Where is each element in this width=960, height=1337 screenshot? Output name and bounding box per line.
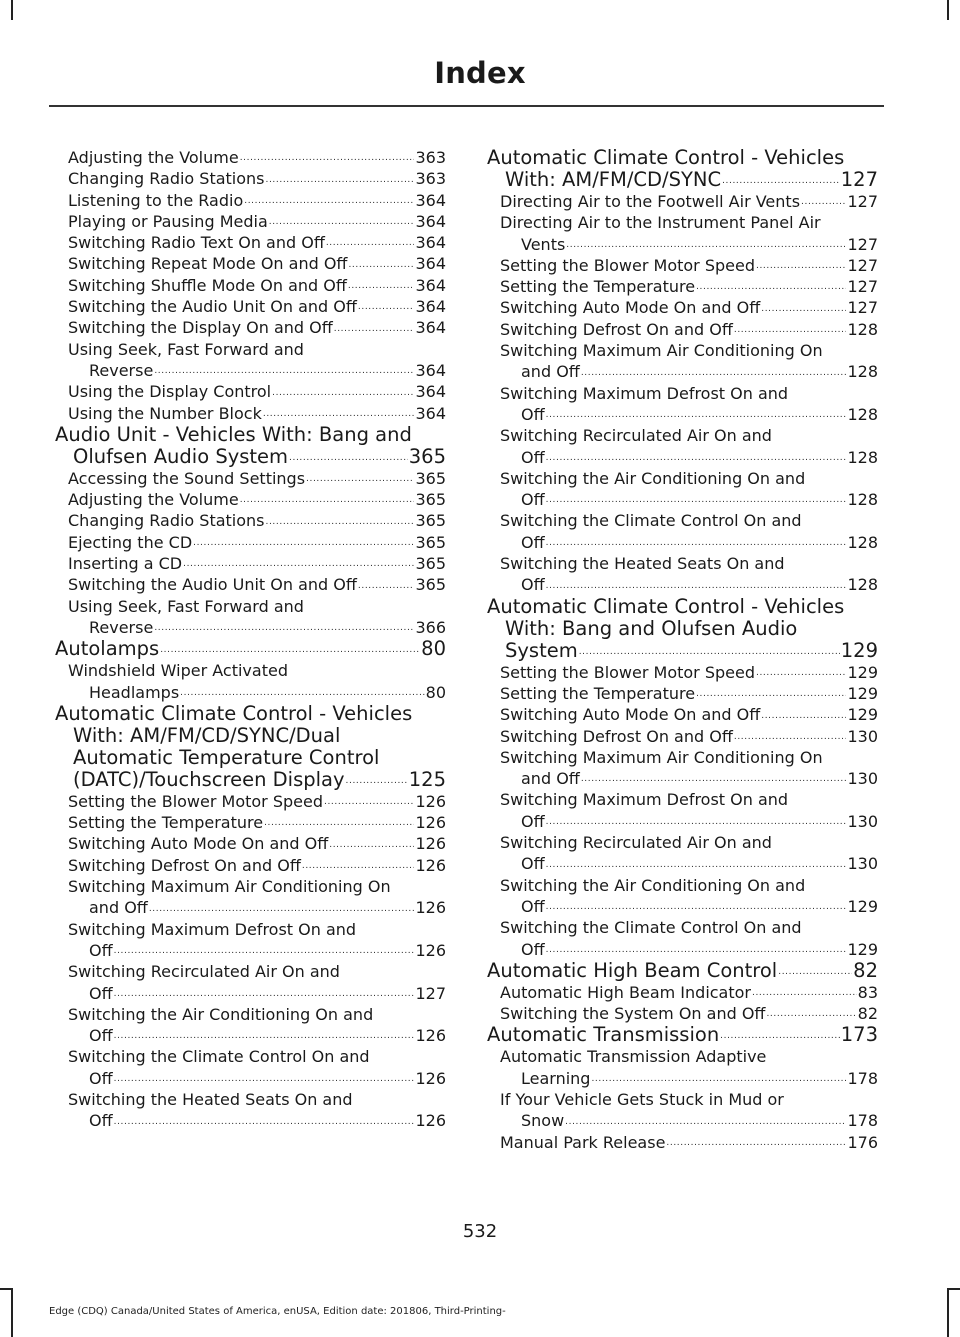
index-entry <box>487 1024 878 1046</box>
index-entry <box>55 638 446 660</box>
index-entry-page: 125 <box>408 767 446 791</box>
index-entry <box>55 532 446 553</box>
dot-leader <box>180 687 424 703</box>
index-entry-text: Switching the System On and Off <box>500 1004 766 1024</box>
index-entry-text: and Off <box>521 769 580 789</box>
index-entry <box>487 255 878 276</box>
index-entry-text: Changing Radio Stations <box>68 511 265 531</box>
index-entry-page: 130 <box>847 769 878 789</box>
index-entry-text: Reverse <box>89 360 154 380</box>
index-entry <box>55 961 446 1004</box>
index-entry <box>55 1004 446 1047</box>
dot-leader <box>114 1073 415 1089</box>
index-entry-page: 126 <box>415 1026 446 1046</box>
index-entry-page: 365 <box>408 444 446 468</box>
index-entry-text: Learning <box>521 1068 591 1088</box>
index-entry-text: Inserting a CD <box>68 554 183 574</box>
index-entry-text: Switching Recirculated Air On and <box>500 833 772 853</box>
index-entry <box>487 425 878 468</box>
index-entry <box>55 489 446 510</box>
index-entry-text: If Your Vehicle Gets Stuck in Mud or <box>500 1089 784 1109</box>
index-column-right <box>487 147 878 1153</box>
index-entry-text: Switching the Display On and Off <box>68 318 333 338</box>
index-entry-text: Off <box>521 532 545 552</box>
dot-leader <box>269 216 415 232</box>
dot-leader <box>696 688 846 704</box>
index-entry <box>487 1132 878 1153</box>
index-entry <box>55 1046 446 1089</box>
dot-leader <box>546 816 847 832</box>
index-entry <box>55 596 446 639</box>
index-entry-page: 80 <box>421 637 446 661</box>
index-entry-page: 127 <box>847 234 878 254</box>
index-entry <box>55 211 446 232</box>
index-entry-text: Switching Defrost On and Off <box>68 855 301 875</box>
index-entry-text: Switching the Heated Seats On and <box>68 1089 353 1109</box>
dot-leader <box>348 259 414 275</box>
index-entry-page: 129 <box>840 638 878 662</box>
index-entry-text: Snow <box>521 1111 565 1131</box>
index-entry-text: Using the Number Block <box>68 403 262 423</box>
index-entry <box>55 168 446 189</box>
index-entry-text: Switching the Climate Control On and <box>68 1047 370 1067</box>
dot-leader <box>302 860 415 876</box>
index-entry-text: Off <box>89 983 113 1003</box>
dot-leader <box>565 1116 846 1132</box>
index-entry-text: Setting the Blower Motor Speed <box>500 662 755 682</box>
index-entry-text: Switching Recirculated Air On and <box>68 962 340 982</box>
index-entry <box>487 276 878 297</box>
dot-leader <box>272 387 414 403</box>
index-entry-text: Using Seek, Fast Forward and <box>68 339 304 359</box>
page-number: 532 <box>462 1221 498 1242</box>
index-entry-text: Switching the Heated Seats On and <box>500 554 785 574</box>
dot-leader <box>752 987 857 1003</box>
dot-leader <box>766 1008 856 1024</box>
index-entry-text: Switching the Climate Control On and <box>500 918 802 938</box>
index-entry-text: Off <box>521 854 545 874</box>
index-entry <box>487 683 878 704</box>
index-entry-text: Automatic High Beam Control <box>487 958 778 982</box>
dot-leader <box>326 237 415 253</box>
dot-leader <box>263 408 415 424</box>
dot-leader <box>244 195 414 211</box>
index-entry-text: Switching Radio Text On and Off <box>68 233 325 253</box>
index-entry-text: Switching Auto Mode On and Off <box>500 298 761 318</box>
dot-leader <box>591 1073 846 1089</box>
index-entry-text: Directing Air to the Footwell Air Vents <box>500 192 801 211</box>
dot-leader <box>114 1030 415 1046</box>
index-entry <box>55 381 446 402</box>
index-entry <box>55 253 446 274</box>
dot-leader <box>264 817 414 833</box>
index-entry-text: System <box>505 638 578 662</box>
index-entry-page: 126 <box>415 898 446 918</box>
index-entry-text: Manual Park Release <box>500 1132 666 1152</box>
dot-leader <box>566 239 846 255</box>
index-entry-page: 82 <box>857 1004 878 1024</box>
index-entry-page: 365 <box>415 554 446 574</box>
index-entry-page: 364 <box>415 190 446 210</box>
index-entry-text: Headlamps <box>89 682 180 702</box>
index-entry-text: Setting the Blower Motor Speed <box>500 255 755 275</box>
index-entry-text: Using the Display Control <box>68 382 272 402</box>
index-entry <box>55 919 446 962</box>
index-entry-page: 364 <box>415 211 446 231</box>
index-entry-text: Adjusting the Volume <box>68 490 239 510</box>
dot-leader <box>266 174 415 190</box>
index-entry <box>55 403 446 424</box>
index-entry-page: 126 <box>415 791 446 811</box>
index-entry-text: Switching the Air Conditioning On and <box>68 1004 374 1024</box>
index-entry-text: Switching the Audio Unit On and Off <box>68 575 357 595</box>
index-entry <box>55 232 446 253</box>
index-entry-page: 80 <box>425 682 446 702</box>
index-entry <box>487 1089 878 1132</box>
index-entry-page: 127 <box>847 255 878 275</box>
index-entry-page: 364 <box>415 318 446 338</box>
index-entry-page: 129 <box>847 939 878 959</box>
index-entry-text: Switching Auto Mode On and Off <box>68 834 329 854</box>
index-entry-text: and Off <box>89 898 148 918</box>
index-entry-text: Automatic Climate Control - Vehicles <box>55 701 413 725</box>
index-entry <box>487 960 878 982</box>
crop-mark-bottom-left-v <box>11 1288 13 1337</box>
index-entry-text: Reverse <box>89 617 154 637</box>
index-entry <box>487 726 878 747</box>
dot-leader <box>546 944 847 960</box>
dot-leader <box>756 260 846 276</box>
index-entry-page: 127 <box>847 277 878 297</box>
index-entry-text: Automatic Climate Control - Vehicles <box>487 594 845 618</box>
index-entry-text: and Off <box>521 362 580 382</box>
index-entry-page: 365 <box>415 468 446 488</box>
index-entry <box>487 596 878 662</box>
dot-leader <box>346 775 408 791</box>
index-entry-text: Adjusting the Volume <box>68 148 239 167</box>
index-entry <box>487 1003 878 1024</box>
index-entry <box>487 383 878 426</box>
index-entry-page: 127 <box>840 168 878 191</box>
dot-leader <box>193 537 414 553</box>
index-entry-page: 365 <box>415 575 446 595</box>
index-entry <box>487 789 878 832</box>
dot-leader <box>348 280 415 296</box>
index-entry <box>55 468 446 489</box>
index-entry-page: 363 <box>415 169 446 189</box>
index-entry <box>55 660 446 703</box>
crop-mark-top-right-v <box>947 0 949 20</box>
index-entry-text: Directing Air to the Instrument Panel Air <box>500 213 821 233</box>
index-entry-page: 363 <box>415 148 446 167</box>
index-entry <box>487 747 878 790</box>
index-entry-text: Switching the Air Conditioning On and <box>500 468 806 488</box>
index-entry-page: 366 <box>415 617 446 637</box>
dot-leader <box>581 367 847 383</box>
index-entry-text: Setting the Temperature <box>500 277 696 297</box>
index-entry-page: 173 <box>840 1023 878 1047</box>
dot-leader <box>183 558 414 574</box>
index-entry-text: Setting the Temperature <box>500 683 696 703</box>
index-entry-text: Switching the Air Conditioning On and <box>500 875 806 895</box>
dot-leader <box>734 731 847 747</box>
index-entry <box>487 147 878 191</box>
dot-leader <box>324 796 414 812</box>
index-entry-page: 129 <box>847 683 878 703</box>
index-entry-page: 82 <box>853 958 878 982</box>
index-entry-text: Switching Maximum Air Conditioning On <box>500 341 823 361</box>
index-entry <box>55 574 446 595</box>
index-entry-text: Using Seek, Fast Forward and <box>68 596 304 616</box>
index-entry <box>55 703 446 791</box>
index-entry-page: 127 <box>847 298 878 318</box>
index-entry-text: Accessing the Sound Settings <box>68 468 306 488</box>
index-entry-text: Playing or Pausing Media <box>68 211 268 231</box>
dot-leader <box>581 773 847 789</box>
index-entry-text: Off <box>521 896 545 916</box>
index-entry-page: 364 <box>415 275 446 295</box>
dot-leader <box>266 516 415 532</box>
index-entry-page: 128 <box>847 447 878 467</box>
dot-leader <box>546 537 847 553</box>
index-entry-page: 365 <box>415 532 446 552</box>
index-entry-page: 176 <box>847 1132 878 1152</box>
index-entry-text: Switching the Climate Control On and <box>500 511 802 531</box>
index-entry-text: Off <box>521 447 545 467</box>
index-entry-page: 126 <box>415 855 446 875</box>
index-entry-text: Setting the Temperature <box>68 813 264 833</box>
index-entry <box>487 510 878 553</box>
index-entry <box>487 340 878 383</box>
index-entry-text: Olufsen Audio System <box>73 444 289 468</box>
dot-leader <box>240 152 415 168</box>
crop-mark-top-left-v <box>11 0 13 20</box>
index-entry-text: Off <box>521 490 545 510</box>
index-entry-page: 126 <box>415 940 446 960</box>
index-entry-text: Switching Recirculated Air On and <box>500 426 772 446</box>
index-entry-text: Off <box>89 1026 113 1046</box>
index-entry-page: 129 <box>847 705 878 725</box>
index-entry-page: 364 <box>415 360 446 380</box>
dot-leader <box>696 281 846 297</box>
dot-leader <box>756 667 846 683</box>
index-entry <box>487 319 878 340</box>
index-entry <box>55 339 446 382</box>
index-entry-page: 126 <box>415 1111 446 1131</box>
dot-leader <box>329 839 414 855</box>
index-entry-text: Off <box>89 1111 113 1131</box>
index-entry-page: 364 <box>415 297 446 317</box>
dot-leader <box>306 473 414 489</box>
index-entry-text: With: Bang and Olufsen Audio <box>505 616 798 640</box>
index-entry <box>487 832 878 875</box>
index-entry <box>55 791 446 812</box>
dot-leader <box>546 452 847 468</box>
dot-leader <box>778 966 852 982</box>
index-entry-page: 129 <box>847 662 878 682</box>
crop-mark-bottom-right-v <box>947 1288 949 1337</box>
index-entry <box>55 812 446 833</box>
index-entry-page: 364 <box>415 233 446 253</box>
index-entry <box>55 833 446 854</box>
index-entry-page: 128 <box>847 575 878 595</box>
dot-leader <box>114 945 415 961</box>
index-entry-text: Switching the Audio Unit On and Off <box>68 297 357 317</box>
index-entry <box>487 662 878 683</box>
index-entry-text: Automatic Transmission Adaptive <box>500 1047 767 1067</box>
index-entry-text: (DATC)/Touchscreen Display <box>73 767 345 791</box>
dot-leader <box>761 710 846 726</box>
index-entry <box>55 876 446 919</box>
index-entry <box>55 510 446 531</box>
dot-leader <box>801 196 846 212</box>
index-entry <box>487 1046 878 1089</box>
index-entry-page: 178 <box>847 1111 878 1131</box>
index-entry <box>487 982 878 1003</box>
index-entry-page: 128 <box>847 404 878 424</box>
index-entry <box>55 553 446 574</box>
dot-leader <box>546 494 847 510</box>
dot-leader <box>546 409 847 425</box>
index-entry <box>487 917 878 960</box>
index-entry-text: Autolamps <box>55 637 160 661</box>
index-entry-text: Switching Shuffle Mode On and Off <box>68 275 347 295</box>
index-entry-page: 130 <box>847 854 878 874</box>
index-entry <box>487 875 878 918</box>
dot-leader <box>358 580 415 596</box>
dot-leader <box>722 175 840 191</box>
index-entry <box>55 317 446 338</box>
index-entry <box>487 468 878 511</box>
index-entry <box>55 296 446 317</box>
index-entry-text: Vents <box>521 234 566 254</box>
index-entry-text: Switching Maximum Defrost On and <box>68 919 357 939</box>
index-entry-text: Switching Maximum Air Conditioning On <box>500 747 823 767</box>
dot-leader <box>334 323 415 339</box>
index-entry-page: 128 <box>847 532 878 552</box>
index-entry-text: Listening to the Radio <box>68 190 244 210</box>
index-entry-page: 178 <box>847 1068 878 1088</box>
index-entry-text: Switching Maximum Defrost On and <box>500 383 789 403</box>
index-entry-text: Switching Defrost On and Off <box>500 319 733 339</box>
index-entry-text: With: AM/FM/CD/SYNC <box>505 168 722 191</box>
footer-edition-text: Edge (CDQ) Canada/United States of America, enUSA, Edition date: 201806, Third-Printing- <box>49 1306 506 1317</box>
index-entry-page: 365 <box>415 490 446 510</box>
header-rule <box>49 105 884 107</box>
index-entry-text: Off <box>521 404 545 424</box>
index-entry-text: Off <box>521 811 545 831</box>
index-entry-page: 127 <box>847 192 878 211</box>
index-entry-text: Switching Defrost On and Off <box>500 726 733 746</box>
index-entry-text: Changing Radio Stations <box>68 169 265 189</box>
dot-leader <box>761 303 846 319</box>
index-entry-text: Switching Maximum Air Conditioning On <box>68 877 391 897</box>
index-entry-page: 128 <box>847 319 878 339</box>
index-entry-text: Switching Auto Mode On and Off <box>500 705 761 725</box>
dot-leader <box>666 1137 846 1153</box>
dot-leader <box>546 580 847 596</box>
dot-leader <box>154 365 414 381</box>
index-entry-text: Automatic Climate Control - Vehicles <box>487 146 845 169</box>
dot-leader <box>114 1116 415 1132</box>
dot-leader <box>289 452 408 468</box>
index-entry-page: 364 <box>415 382 446 402</box>
index-entry <box>55 147 446 168</box>
index-entry-page: 365 <box>415 511 446 531</box>
index-entry-text: With: AM/FM/CD/SYNC/Dual <box>73 723 341 747</box>
index-entry-text: Automatic High Beam Indicator <box>500 982 751 1002</box>
index-entry-page: 126 <box>415 813 446 833</box>
dot-leader <box>149 903 415 919</box>
index-entry <box>55 855 446 876</box>
index-entry <box>487 704 878 725</box>
index-entry-page: 127 <box>415 983 446 1003</box>
index-entry-text: Windshield Wiper Activated <box>68 661 288 681</box>
index-entry-page: 364 <box>415 403 446 423</box>
dot-leader <box>546 859 847 875</box>
index-entry-text: Switching Maximum Defrost On and <box>500 790 789 810</box>
index-entry <box>487 191 878 212</box>
index-entry <box>55 190 446 211</box>
index-entry-text: Automatic Temperature Control <box>73 745 380 769</box>
index-entry-page: 128 <box>847 490 878 510</box>
index-entry-text: Switching Repeat Mode On and Off <box>68 254 348 274</box>
index-entry-text: Off <box>89 940 113 960</box>
index-entry-text: Audio Unit - Vehicles With: Bang and <box>55 422 412 446</box>
index-entry <box>55 424 446 468</box>
index-entry <box>55 275 446 296</box>
index-entry-text: Setting the Blower Motor Speed <box>68 791 323 811</box>
dot-leader <box>358 301 415 317</box>
index-entry-page: 128 <box>847 362 878 382</box>
index-entry-text: Off <box>89 1068 113 1088</box>
crop-mark-bottom-right-h <box>947 1288 960 1290</box>
index-column-left <box>55 147 446 1132</box>
dot-leader <box>114 988 415 1004</box>
index-entry-page: 83 <box>857 982 878 1002</box>
dot-leader <box>720 1030 840 1046</box>
dot-leader <box>154 622 414 638</box>
dot-leader <box>160 644 420 660</box>
index-entry-text: Off <box>521 939 545 959</box>
index-entry-page: 126 <box>415 834 446 854</box>
index-entry-page: 126 <box>415 1068 446 1088</box>
index-entry-page: 130 <box>847 726 878 746</box>
index-entry-page: 129 <box>847 896 878 916</box>
dot-leader <box>240 494 415 510</box>
index-entry-text: Off <box>521 575 545 595</box>
index-entry-page: 364 <box>415 254 446 274</box>
crop-mark-bottom-left-h <box>0 1288 13 1290</box>
index-entry-page: 130 <box>847 811 878 831</box>
index-entry <box>487 212 878 255</box>
dot-leader <box>734 324 847 340</box>
index-entry <box>55 1089 446 1132</box>
dot-leader <box>546 901 847 917</box>
index-entry <box>487 297 878 318</box>
index-entry-text: Automatic Transmission <box>487 1023 720 1047</box>
page-title: Index <box>434 56 526 90</box>
index-entry-text: Ejecting the CD <box>68 532 193 552</box>
dot-leader <box>579 646 840 662</box>
index-entry <box>487 553 878 596</box>
